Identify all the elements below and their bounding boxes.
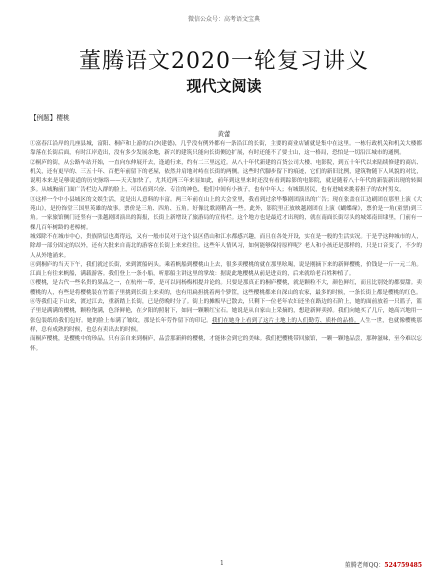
page-title: 董腾语文2020一轮复习讲义	[79, 49, 369, 74]
example-label: 【例题】樱桃	[30, 114, 70, 122]
paragraph: 而桐庐樱桃，是樱桃中的珍品。只有亲自来到桐庐，品尝那新鲜的樱桃，才能体会到它的美味。我们把樱桃带回旅馆，一颗一颗地品尝，那种滋味，至今难以忘怀。	[30, 336, 422, 352]
author-name: 黄蕾	[217, 130, 231, 138]
paragraph: 城郊除不在城市中心，贵族阶层也离得远，又有一般市民对于这个县区借山和江水都感兴趣，而且在各处开设，实在是一般的生活实况。于是乎这种城市的人，除却一部分固定的以外，还有大批来自南北的游客在长街上来来往往。这些年人情风习，如何能够保持原样呢？老人和小孩还是那样的，只是口音变了，不少的人从外地涌来。	[30, 233, 422, 259]
page-footer	[30, 560, 422, 570]
paragraph: ⑥等我们走下山来，渡过江去，重新踏上长街，已是傍晚时分了。街上的摊贩早已散去，只剩下一位老年农妇还坐在路边的石阶上，她的面前放着一只篮子，篮子里是满满的樱桃，颗粒饱满，色泽鲜艳，在夕阳的照射下，如同一颗颗红宝石。她说是从自家山上采摘的，想趁新鲜卖掉。我们向她买了几斤，她高兴地用一张包装纸给我们包好。她的脸上布满了皱纹，那是长年劳作留下的印记。我们在她身上看到了这片土地上的人们勤劳、质朴的品格。人生一世，也就像樱桃那样，总有成熟的时候，也总有卖出去的时候。	[30, 299, 422, 333]
page-number: 1	[220, 560, 224, 567]
paragraph: ②桐庐的街，从公路车站开始，一直向东伸展开去，逢通行来，约有二三里远近。从八十年代新建的百货公司大楼、电影院，到五十年代以来陆续修建的商店、机关，还有更早的、三五十年、百把年前留下的老屋，依然并肩地对峙在长街的两侧。这些时代腳步留下的痕迹，它们的新旧比例，建筑物随下人风貌的对比，说明本来是足够说道的历史脉络——天天加快了，尤其近两三年来显如此，前年到这里来时还没有看到踪影的电影院，就是随着八十年代的新装新出现的转圈多。从城胸前门面广告栏边入群的脸上，可以看到兴奋、专注的神色，他们中间有小孩子，也有中年人；有城镇居民，也有进城来挑着担子的农村男女。	[30, 159, 422, 194]
paragraph: ④到桐庐的当天下午，我们就过长街，来到渡船码头。乘着帆船到樱桃山上去，很多卖樱桃的就在那里吆喝，说是刚摘下来的新鲜樱桃，价钱是一斤一元二角。江面上有往来帆船，满载游客。我们登上一条小船，听那船主讲这里的掌故：据说此地樱桃从前是进贡的，后来就给老百姓种植了。	[30, 261, 422, 278]
article-body	[30, 140, 422, 550]
contact-info	[345, 560, 422, 569]
paragraph: ⑤樱桃，是古代一些名贵的果品之一，在杭州一带，是可以同杨梅相提并论的。只要是那真正的桐庐樱桃，就是颗粒不大，颜色鲜红，而且比别处的都要甜。卖樱桃的人，有些是将樱桃装在竹篮子里挑到长街上来卖的，也有用扁担挑着两个箩筐，这些樱桃都来自深山的农家，最多的时候，一条长街上都是樱桃的红色。	[30, 280, 422, 296]
paragraph: ①富春江沿岸的几座县城，富阳、桐庐和上游的白沙(建德)，几乎没有例外都有一条沿江的长街，主要的商业店铺就是集中在这里。一栋行政机关和机关大楼都靠落在长街后面，有时江岸造出，没有多少发展余地，新兴的建筑只能向长街侧边扩展，有时还能不了要士山，这一格局，恐怕是一切沿江城市的通例。	[30, 141, 422, 157]
contact-qq: 524759485	[384, 562, 422, 569]
header-note: 微信公众号：高考语文宝典	[187, 16, 260, 23]
paragraph: ③这样一个中小县城区的文娱生活，竟是出人意料的丰富。两三年前在山上的大会堂里，我看到过余毕黎剧团演出的广告；现在张盖在江边刷团在那里上演《大苑山》，是扮饰堂三国里英雄的故事。票价是三角、四角、五角。好像比歌剧稍高一些。此外，影院里正放映越剧团在上演《蝴蝶缘》，票价是一角(童票)到三角。一家旅馆侧门还竖有一张越剧团演出的海报，长街上新增设了旅游局的宣传栏。这个地方也是最近才出现的，就在南面长街尽头的城郊南田埭里，门前有一棵几百年树龄的老樟树。	[30, 196, 422, 231]
contact-label: 董腾老师QQ：	[344, 562, 385, 569]
page-subtitle: 现代文阅读	[186, 77, 262, 95]
